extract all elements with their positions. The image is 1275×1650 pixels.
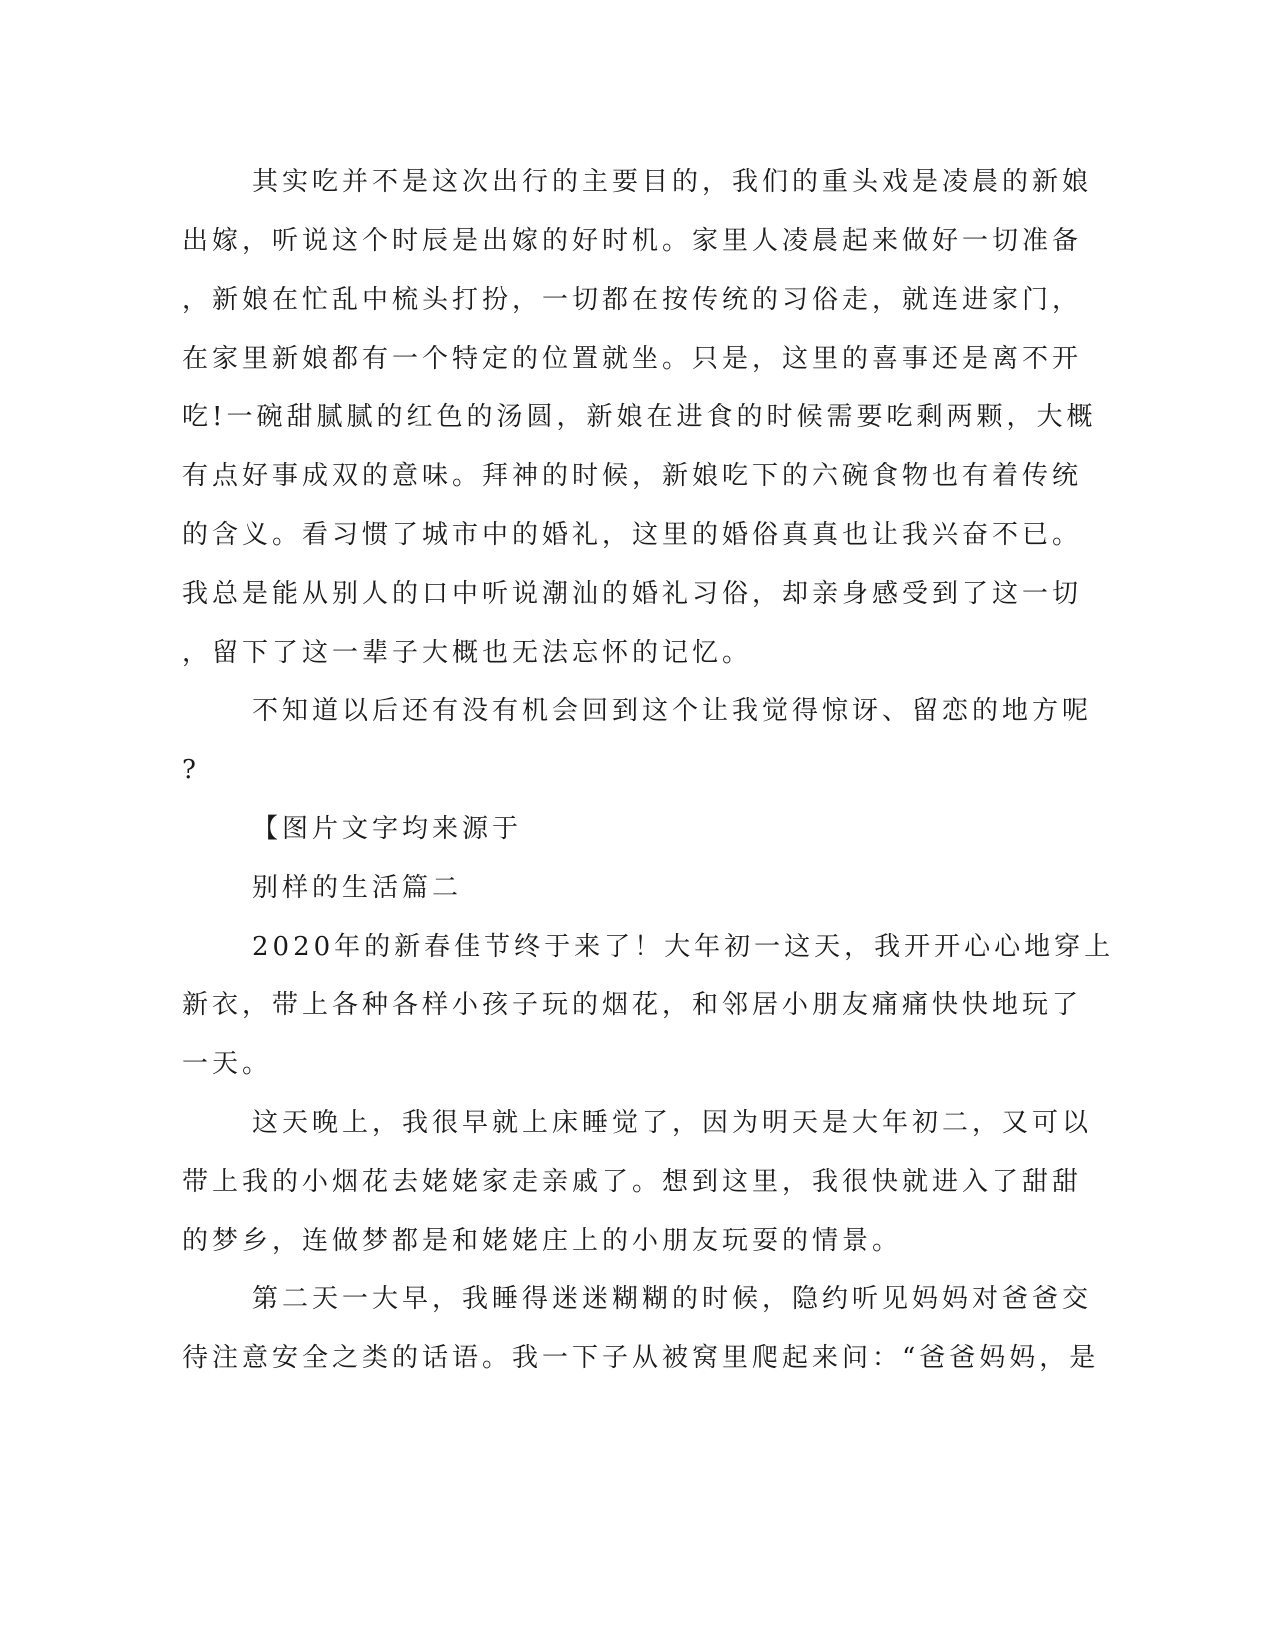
text-line: 有点好事成双的意味。拜神的时候，新娘吃下的六碗食物也有着传统 [182,461,1083,491]
text-line: 一天。 [182,1049,273,1079]
text-line: 这天晚上，我很早就上床睡觉了，因为明天是大年初二，又可以 [252,1108,1093,1138]
text-line: 我总是能从别人的口中听说潮汕的婚礼习俗，却亲身感受到了这一切 [182,579,1083,609]
text-line: 待注意安全之类的话语。我一下子从被窝里爬起来问：“爸爸妈妈，是 [182,1343,1100,1373]
text-line: 新衣，带上各种各样小孩子玩的烟花，和邻居小朋友痛痛快快地玩了 [182,990,1083,1020]
text-line: 吃!一碗甜腻腻的红色的汤圆，新娘在进食的时候需要吃剩两颗，大概 [182,402,1097,432]
text-line: 的梦乡，连做梦都是和姥姥庄上的小朋友玩耍的情景。 [182,1226,903,1256]
text-line: 2020年的新春佳节终于来了！大年初一这天，我开开心心地穿上 [252,932,1115,962]
text-line: 出嫁，听说这个时辰是出嫁的好时机。家里人凌晨起来做好一切准备 [182,226,1083,256]
text-line: 的含义。看习惯了城市中的婚礼，这里的婚俗真真也让我兴奋不已。 [182,520,1083,550]
text-line: ? [182,755,200,785]
text-line: 不知道以后还有没有机会回到这个让我觉得惊讶、留恋的地方呢 [252,696,1093,726]
text-line: 第二天一大早，我睡得迷迷糊糊的时候，隐约听见妈妈对爸爸交 [252,1284,1093,1314]
text-line: 带上我的小烟花去姥姥家走亲戚了。想到这里，我很快就进入了甜甜 [182,1167,1083,1197]
text-line: ，留下了这一辈子大概也无法忘怀的记忆。 [182,638,753,668]
text-line: 【图片文字均来源于 [252,814,523,844]
section-heading: 别样的生活篇二 [252,873,463,903]
text-line: 其实吃并不是这次出行的主要目的，我们的重头戏是凌晨的新娘 [252,167,1093,197]
text-line: 在家里新娘都有一个特定的位置就坐。只是，这里的喜事还是离不开 [182,344,1083,374]
text-line: ，新娘在忙乱中梳头打扮，一切都在按传统的习俗走，就连进家门， [182,285,1083,315]
